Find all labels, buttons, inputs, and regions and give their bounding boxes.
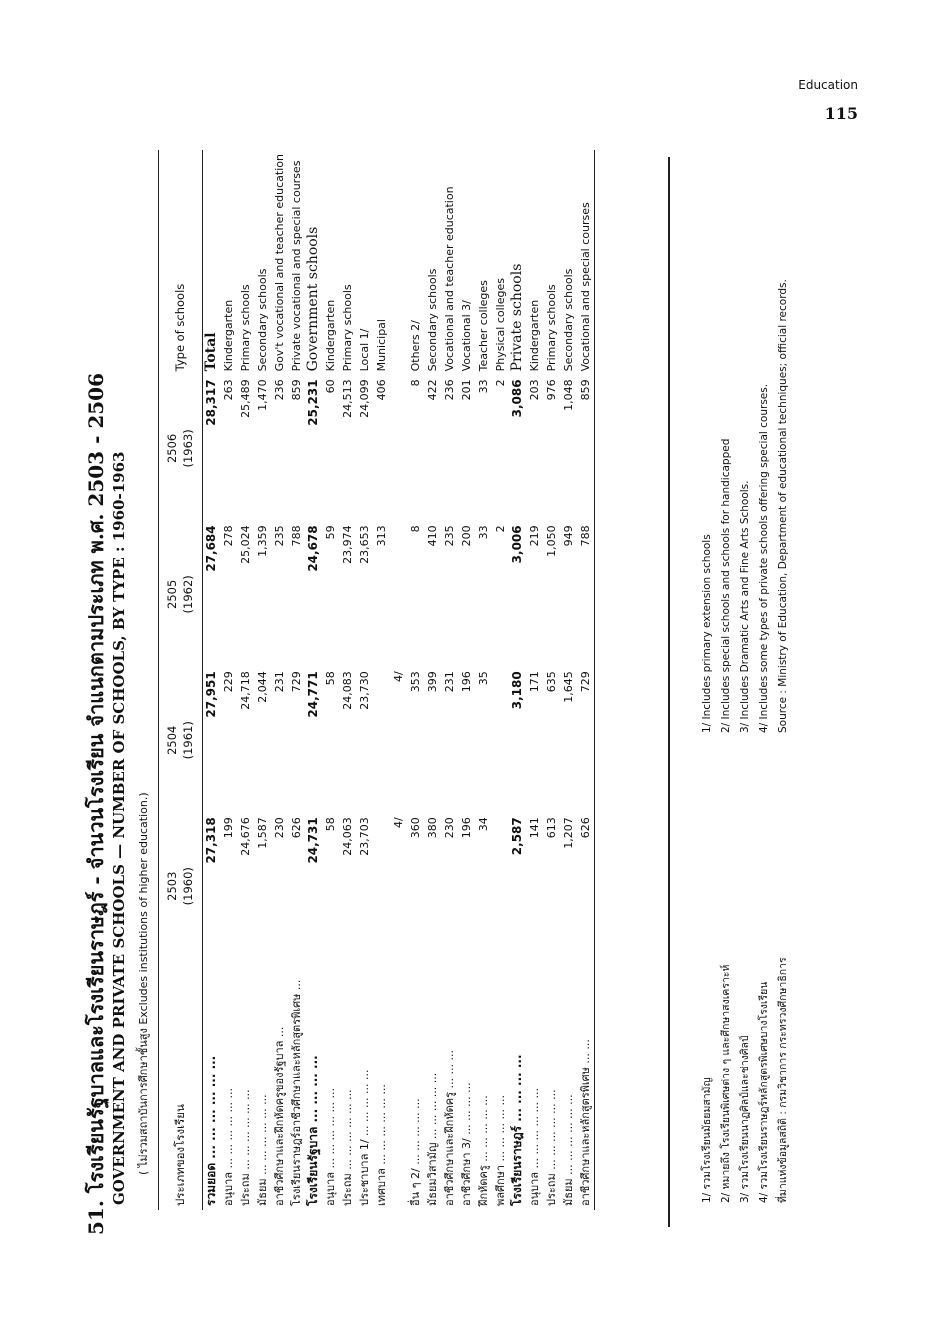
cell-value: 196 xyxy=(460,817,474,839)
table-row xyxy=(492,150,509,1210)
row-label-english: Kindergarten xyxy=(324,299,338,372)
row-label-english: Teacher colleges xyxy=(477,280,491,372)
row-label-thai: มัธยมวิสามัญ ... ... ... ... ... xyxy=(426,1072,440,1206)
cell-value: 229 xyxy=(222,671,236,693)
cell-value: 8 xyxy=(409,379,423,387)
cell-value: 171 xyxy=(528,671,542,693)
cell-value: 2 xyxy=(494,379,508,387)
row-label-english: Local 1/ xyxy=(358,328,372,372)
cell-value: 1,207 xyxy=(562,817,576,849)
cell-value: 23,730 xyxy=(358,671,372,710)
cell-value: 28,317 xyxy=(204,379,219,426)
cell-value: 313 xyxy=(375,525,389,547)
cell-value: 1,645 xyxy=(562,671,576,703)
cell-value: 219 xyxy=(528,525,542,547)
title-english: GOVERNMENT AND PRIVATE SCHOOLS — NUMBER OF SCHOOLS, BY TYPE : 1960-1963 xyxy=(110,451,128,1205)
table-row xyxy=(373,150,390,1210)
footnote-english: 3/ Includes Dramatic Arts and Fine Arts Schools. xyxy=(739,480,751,733)
row-label-thai: มัธยม ... ... ... ... ... ... xyxy=(256,1094,270,1206)
cell-value: 24,513 xyxy=(341,379,355,418)
row-label-thai: อาชีวศึกษา 3/ ... ... ... ... xyxy=(460,1082,474,1206)
row-label-thai: โรงเรียนราษฎร์ ... ... ... ... xyxy=(510,1054,525,1206)
cell-value: 410 xyxy=(426,525,440,547)
cell-value: 3,180 xyxy=(510,671,525,710)
row-label-thai: พลศึกษา ... ... ... ... ... xyxy=(494,1095,508,1206)
row-label-thai: อาชีวศึกษาและฝึกหัดครูของรัฐบาล ... xyxy=(273,1026,287,1206)
cell-value: 2 xyxy=(494,525,508,533)
row-label-english: Secondary schools xyxy=(426,268,440,372)
cell-value xyxy=(390,521,407,667)
footnote-english: Source : Ministry of Education, Department of educational techniques; official records. xyxy=(777,279,789,733)
cell-value: 196 xyxy=(460,671,474,693)
row-label-english: Private vocational and special courses xyxy=(290,160,304,372)
footnote xyxy=(717,153,736,1203)
cell-value: 1,359 xyxy=(256,525,270,557)
row-label-thai: อาชีวศึกษาและหลักสูตรพิเศษ ... ... xyxy=(577,959,595,1210)
row-label-english: Vocational and special courses xyxy=(577,150,595,375)
row-label-english: Primary schools xyxy=(545,284,559,372)
cell-value: 23,703 xyxy=(358,817,372,856)
cell-value: 380 xyxy=(426,817,440,839)
table-row xyxy=(543,150,560,1210)
row-label-english: Vocational 3/ xyxy=(460,300,474,372)
footnote-thai: 1/ รวมโรงเรียนมัธยมสามัญ xyxy=(701,1077,713,1203)
cell-value: 3,086 xyxy=(510,379,525,418)
cell-value: 4/ xyxy=(392,817,406,828)
cell-value: 24,063 xyxy=(341,817,355,856)
row-label-english: Secondary schools xyxy=(256,268,270,372)
cell-value: 4/ xyxy=(392,671,406,683)
row-label-thai: ประชาบาล 1/ ... ... ... ... ... xyxy=(358,1069,372,1206)
table-row xyxy=(526,150,543,1210)
row-label-thai: ประถม ... ... ... ... ... ... xyxy=(341,1089,355,1206)
footnote-thai: ที่มาแห่งข้อมูลสถิติ : กรมวิชาการ กระทรวงศึกษาธิการ xyxy=(777,957,789,1203)
cell-value: 33 xyxy=(477,525,491,540)
cell-value: 25,231 xyxy=(306,379,321,426)
header-english-label: Type of schools xyxy=(159,150,203,375)
table-row xyxy=(577,150,595,1210)
row-label-thai: อนุบาล ... ... ... ... ... ... xyxy=(528,1088,542,1206)
cell-value: 33 xyxy=(477,379,491,394)
row-label-english: Primary schools xyxy=(341,284,355,372)
table-row xyxy=(560,150,577,1210)
cell-value xyxy=(373,813,390,959)
cell-value: 24,099 xyxy=(358,379,372,418)
footnote xyxy=(736,153,755,1203)
table-row xyxy=(237,150,254,1210)
cell-value: 25,489 xyxy=(239,379,253,418)
header-year-1961: 2504 (1961) xyxy=(159,667,203,813)
cell-value: 1,470 xyxy=(256,379,270,411)
row-label-thai: มัธยม ... ... ... ... ... ... xyxy=(562,1094,576,1206)
cell-value: 235 xyxy=(273,525,287,547)
cell-value: 231 xyxy=(443,671,457,693)
cell-value: 27,318 xyxy=(204,817,219,864)
footnote xyxy=(774,153,793,1203)
cell-value: 59 xyxy=(324,525,338,540)
table-row xyxy=(475,150,492,1210)
table-row xyxy=(271,150,288,1210)
row-label-english: Vocational and teacher education xyxy=(443,186,457,372)
title-thai: 51. โรงเรียนรัฐบาลและโรงเรียนราษฎร์ - จำนวนโรงเรียน จำแนกตามประเภท พ.ศ. 2503 - 2506 xyxy=(84,373,108,1235)
row-label-thai: อนุบาล ... ... ... ... ... ... xyxy=(324,1088,338,1206)
cell-value: 27,951 xyxy=(204,671,219,718)
notes-divider xyxy=(668,157,670,1227)
cell-value: 8 xyxy=(409,525,423,533)
schools-table xyxy=(158,150,595,1210)
cell-value: 2,044 xyxy=(256,671,270,703)
cell-value: 25,024 xyxy=(239,525,253,564)
cell-value: 626 xyxy=(577,813,595,959)
cell-value: 203 xyxy=(528,379,542,401)
footnote-thai: 2/ หมายถึง โรงเรียนพิเศษต่าง ๆ และศึกษาสงเคราะห์ xyxy=(720,964,732,1203)
cell-value: 729 xyxy=(290,671,304,693)
cell-value: 406 xyxy=(375,379,389,401)
row-label-thai: ประถม ... ... ... ... ... ... xyxy=(545,1089,559,1206)
row-label-english: Gov't vocational and teacher education xyxy=(273,154,287,372)
row-label-english: Physical colleges xyxy=(494,278,508,372)
cell-value: 626 xyxy=(290,817,304,839)
row-label-english: Government schools xyxy=(305,226,322,372)
row-label-english xyxy=(390,150,407,375)
cell-value: 2,587 xyxy=(510,817,525,856)
cell-value: 360 xyxy=(409,817,423,839)
table-header-row xyxy=(159,150,203,1210)
page-number: 115 xyxy=(824,104,858,123)
cell-value: 60 xyxy=(324,379,338,394)
cell-value: 976 xyxy=(545,379,559,401)
row-label-thai: ประถม ... ... ... ... ... ... xyxy=(239,1089,253,1206)
row-label-english: Primary schools xyxy=(239,284,253,372)
cell-value: 949 xyxy=(562,525,576,547)
cell-value: 236 xyxy=(443,379,457,401)
cell-value: 23,974 xyxy=(341,525,355,564)
header-thai-label: ประเภทของโรงเรียน xyxy=(159,959,203,1210)
row-label-english: Kindergarten xyxy=(528,299,542,372)
cell-value: 200 xyxy=(460,525,474,547)
footnote-thai: 4/ รวมโรงเรียนราษฎร์หลักสูตรพิเศษบางโรงเรียน xyxy=(758,981,770,1203)
table-row xyxy=(424,150,441,1210)
row-label-english: Private schools xyxy=(509,263,526,372)
cell-value: 24,678 xyxy=(306,525,321,572)
row-label-thai: อาชีวศึกษาและฝึกหัดครู ... ... ... xyxy=(443,1050,457,1206)
table-row xyxy=(322,150,339,1210)
cell-value: 613 xyxy=(545,817,559,839)
row-label-english: Secondary schools xyxy=(562,268,576,372)
cell-value: 141 xyxy=(528,817,542,839)
row-label-english: Total xyxy=(203,332,220,372)
row-label-thai: ฝึกหัดครู ... ... ... ... ... xyxy=(477,1095,491,1206)
cell-value: 235 xyxy=(443,525,457,547)
row-label-thai: รวมยอด ... ... ... ... ... ... xyxy=(204,1055,219,1206)
footnote-english: 1/ Includes primary extension schools xyxy=(701,534,713,733)
table-row xyxy=(254,150,271,1210)
cell-value: 788 xyxy=(577,521,595,667)
table-row xyxy=(339,150,356,1210)
cell-value xyxy=(373,667,390,813)
table-row xyxy=(203,150,221,1210)
table-row xyxy=(305,150,322,1210)
cell-value: 231 xyxy=(273,671,287,693)
cell-value xyxy=(492,813,509,959)
cell-value: 24,083 xyxy=(341,671,355,710)
table-row xyxy=(407,150,424,1210)
cell-value: 58 xyxy=(324,671,338,686)
row-label-thai xyxy=(390,959,407,1210)
cell-value: 236 xyxy=(273,379,287,401)
cell-value: 58 xyxy=(324,817,338,832)
row-label-english: Municipal xyxy=(375,319,389,372)
cell-value: 399 xyxy=(426,671,440,693)
header-year-1963: 2506 (1963) xyxy=(159,375,203,521)
cell-value: 788 xyxy=(290,525,304,547)
table-row xyxy=(356,150,373,1210)
table-row xyxy=(441,150,458,1210)
cell-value: 27,684 xyxy=(204,525,219,572)
cell-value: 278 xyxy=(222,525,236,547)
cell-value xyxy=(492,667,509,813)
table-row xyxy=(509,150,526,1210)
header-year-1960: 2503 (1960) xyxy=(159,813,203,959)
row-label-english: Kindergarten xyxy=(222,299,236,372)
row-label-thai: อื่น ๆ 2/ ... ... ... ... ... xyxy=(409,1098,423,1206)
cell-value: 230 xyxy=(273,817,287,839)
table-row xyxy=(288,150,305,1210)
footnote xyxy=(755,153,774,1203)
cell-value: 635 xyxy=(545,671,559,693)
cell-value: 729 xyxy=(577,667,595,813)
row-label-thai: โรงเรียนรัฐบาล ... ... ... ... xyxy=(306,1055,321,1206)
cell-value: 1,048 xyxy=(562,379,576,411)
cell-value: 1,050 xyxy=(545,525,559,557)
cell-value: 23,653 xyxy=(358,525,372,564)
table-row xyxy=(458,150,475,1210)
footnotes xyxy=(698,153,793,1203)
header-year-1962: 2505 (1962) xyxy=(159,521,203,667)
row-label-english: Others 2/ xyxy=(409,320,423,372)
cell-value: 34 xyxy=(477,817,491,832)
cell-value: 201 xyxy=(460,379,474,401)
cell-value: 199 xyxy=(222,817,236,839)
rotated-table-page xyxy=(80,145,860,1235)
cell-value: 1,587 xyxy=(256,817,270,849)
table-row xyxy=(390,150,407,1210)
cell-value xyxy=(390,375,407,521)
cell-value: 3,006 xyxy=(510,525,525,564)
row-label-thai: โรงเรียนราษฎร์อาชีวศึกษาและหลักสูตรพิเศษ ... xyxy=(290,979,304,1206)
cell-value: 24,771 xyxy=(306,671,321,718)
cell-value: 24,731 xyxy=(306,817,321,864)
table-row xyxy=(220,150,237,1210)
footnote xyxy=(698,153,717,1203)
cell-value: 263 xyxy=(222,379,236,401)
section-label: Education xyxy=(798,78,858,92)
footnote-english: 2/ Includes special schools and schools for handicapped xyxy=(720,438,732,733)
footnote-thai: 3/ รวมโรงเรียนนาฏศิลป์และช่างศิลป์ xyxy=(739,1035,751,1203)
cell-value: 859 xyxy=(577,375,595,521)
cell-value: 859 xyxy=(290,379,304,401)
footnote-english: 4/ Includes some types of private schools offering special courses. xyxy=(758,383,770,733)
cell-value: 24,676 xyxy=(239,817,253,856)
row-label-thai: อนุบาล ... ... ... ... ... ... xyxy=(222,1088,236,1206)
subtitle: ( ไม่รวมสถาบันการศึกษาชั้นสูง Excludes institutions of higher education.) xyxy=(137,792,150,1175)
cell-value: 24,718 xyxy=(239,671,253,710)
cell-value: 35 xyxy=(477,671,491,686)
cell-value: 353 xyxy=(409,671,423,693)
row-label-thai: เทศบาล ... ... ... ... ... ... xyxy=(375,1084,389,1206)
cell-value: 422 xyxy=(426,379,440,401)
cell-value: 230 xyxy=(443,817,457,839)
